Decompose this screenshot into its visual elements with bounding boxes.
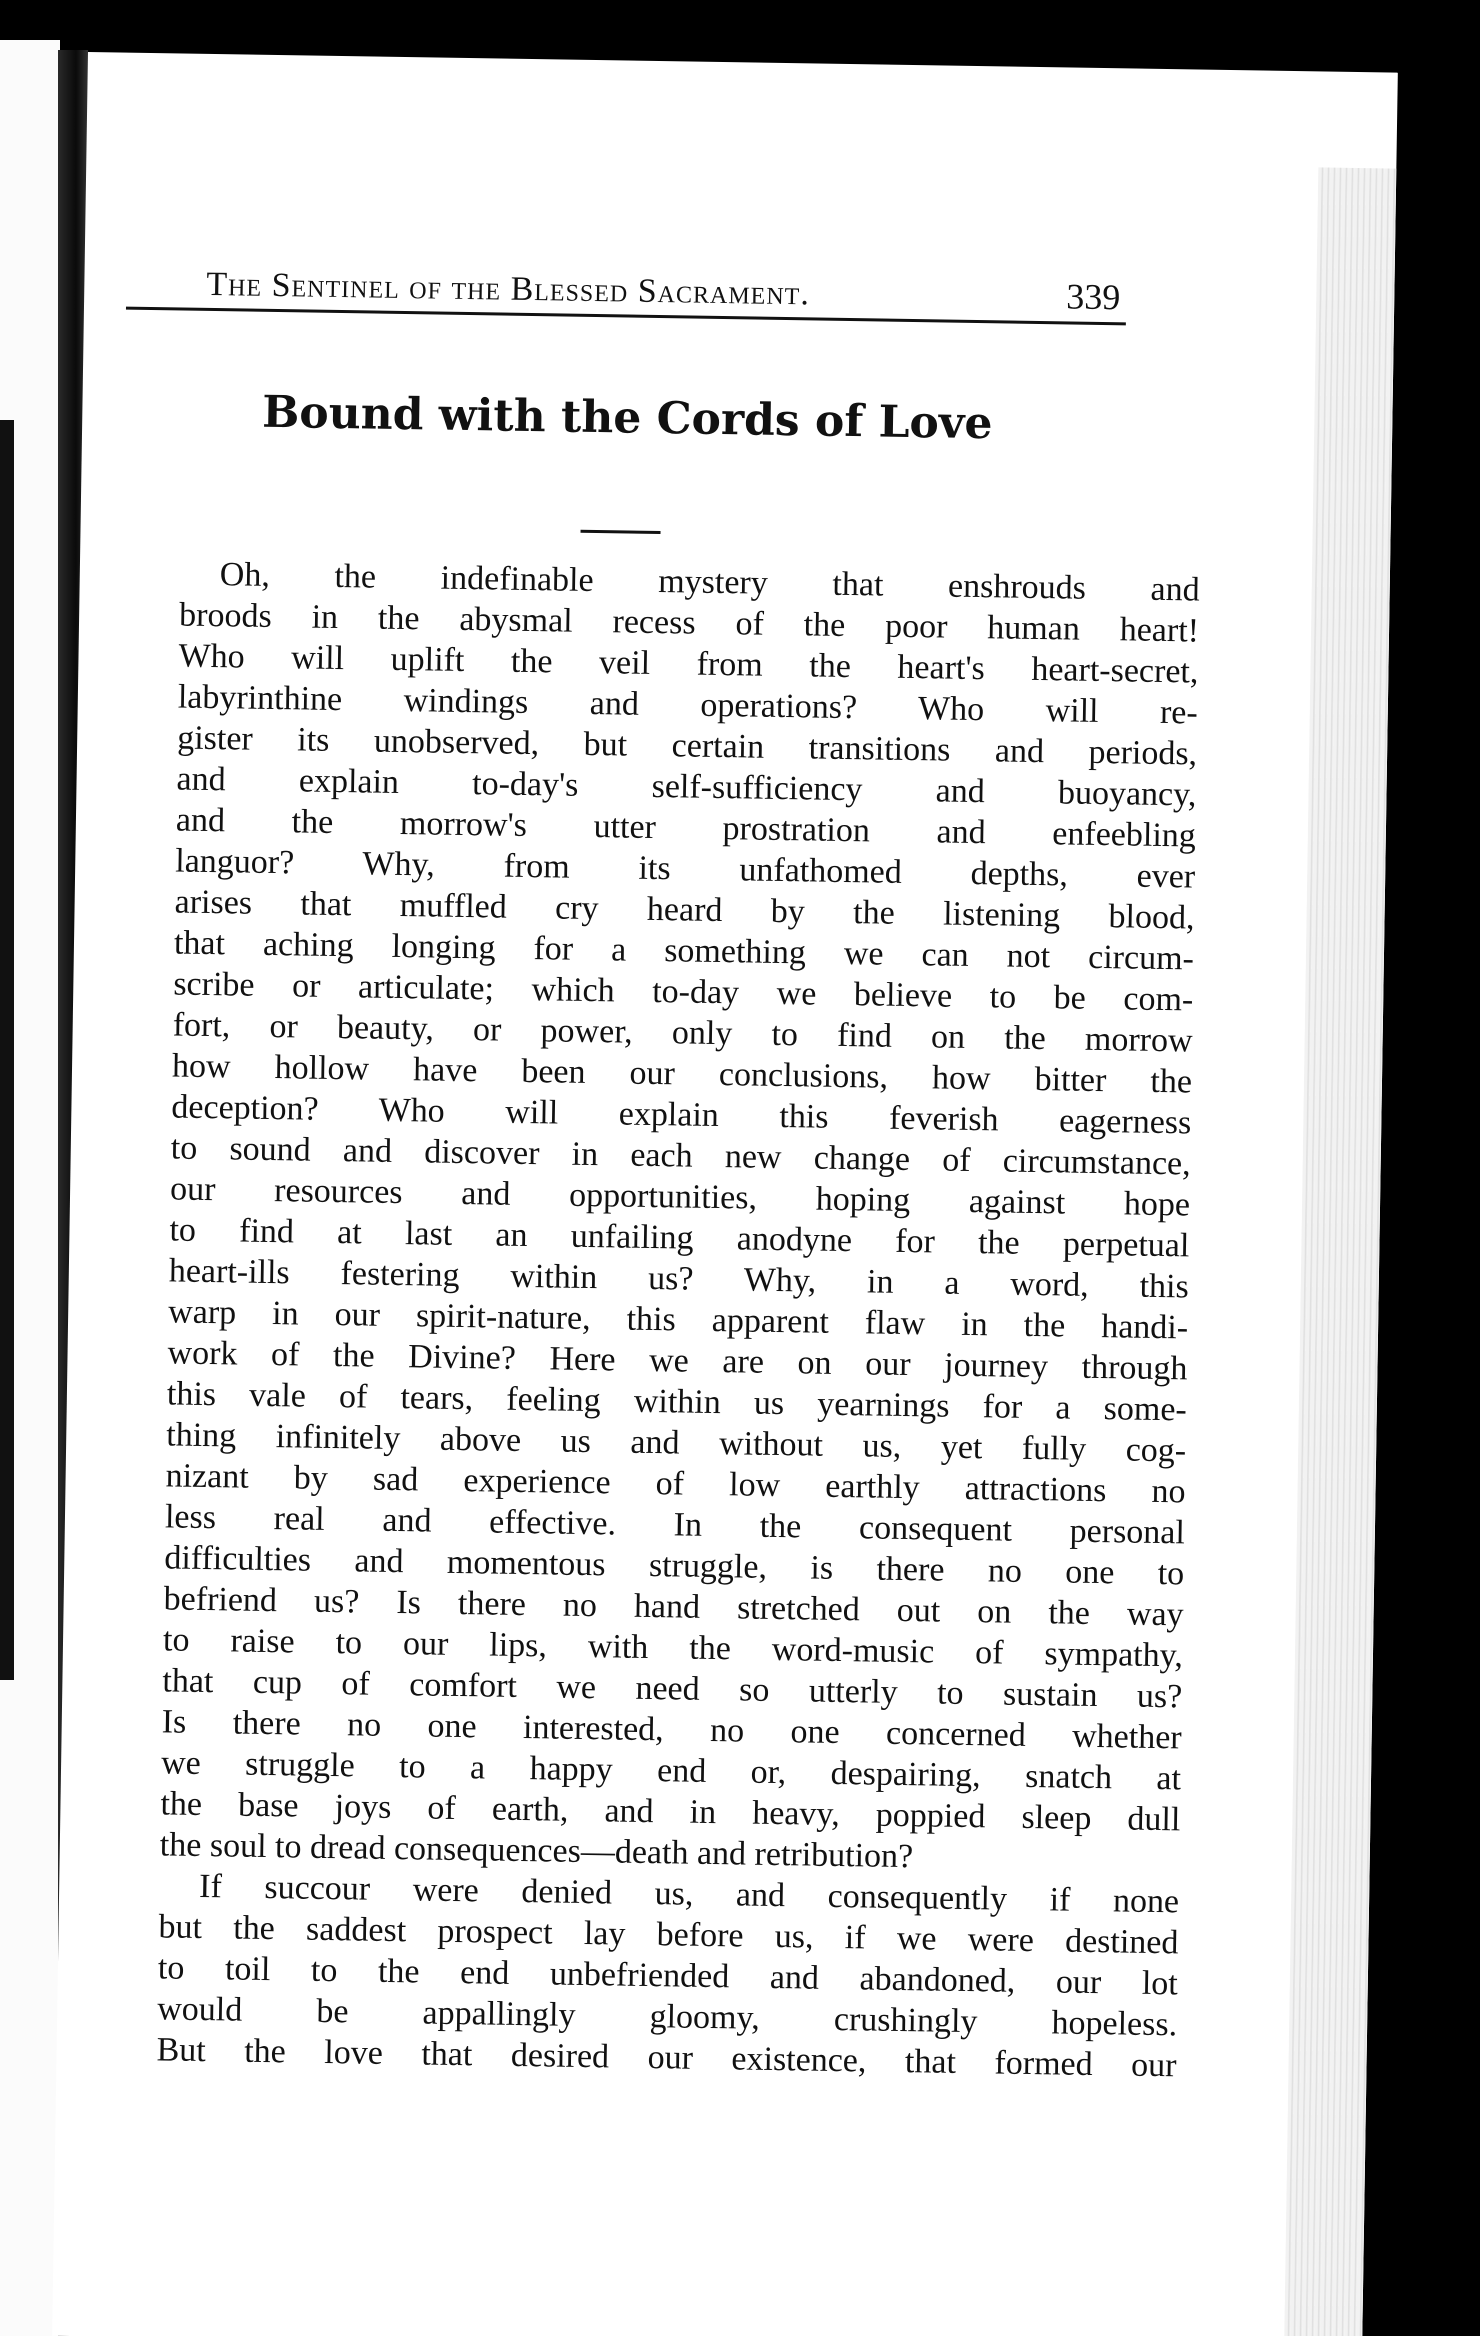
article-title: Bound with the Cords of Love [261,386,993,450]
text-line: arises that muffled cry heard by the listening blood, [174,883,1195,937]
text-line: Oh, the indefinable mystery that enshrouds and [219,556,1200,609]
text-line: nizant by sad experience of low earthly attractions no [165,1457,1186,1511]
text-line: If succour were denied us, and consequently if none [198,1867,1180,1921]
text-line: this vale of tears, feeling within us yearnings for a some- [166,1375,1188,1429]
text-line: to toil to the end unbefriended and abandoned, our lot [157,1949,1179,2003]
text-line: but the saddest prospect lay before us, if we were destined [158,1908,1179,1962]
text-line: that cup of comfort we need so utterly to sustain us? [162,1662,1183,1716]
text-line: languor? Why, from its unfathomed depths, ever [175,842,1196,896]
previous-page-print-edge [0,420,14,1680]
article-body [156,554,1200,2087]
running-head: The Sentinel of the Blessed Sacrament. [206,265,811,313]
text-line: work of the Divine? Here we are on our journey through [167,1334,1188,1388]
book-page [52,52,1398,2336]
text-line: to find at last an unfailing anodyne for the perpetual [169,1211,1190,1265]
text-line: and the morrow's utter prostration and enfeebling [175,801,1197,855]
text-line: broods in the abysmal recess of the poor human heart! [178,596,1200,650]
text-line: But the love that desired our existence, that formed our [156,2031,1177,2085]
text-line: the soul to dread consequences—death and retribution? [159,1826,914,1876]
text-line: warp in our spirit-nature, this apparent flaw in the handi- [167,1293,1189,1347]
text-line: difficulties and momentous struggle, is there no one to [164,1539,1185,1593]
text-line: heart-ills festering within us? Why, in a word, this [168,1252,1190,1306]
text-line: Who will uplift the veil from the heart's heart-secret, [178,637,1199,691]
text-line: how hollow have been our conclusions, how bitter the [171,1047,1193,1101]
page-fore-edge [1283,167,1396,2336]
title-divider [581,530,661,534]
paragraph-2 [156,1865,1179,2086]
text-line: fort, or beauty, or power, only to find on the morrow [172,1006,1193,1060]
text-line: scribe or articulate; which to-day we believe to be com- [173,965,1194,1019]
text-line: that aching longing for a something we can not circum- [173,924,1195,978]
text-line: we struggle to a happy end or, despairing, snatch at [160,1744,1182,1798]
text-line: befriend us? Is there no hand stretched out on the way [163,1580,1184,1634]
text-line: thing infinitely above us and without us, yet fully cog- [165,1416,1187,1470]
text-line: labyrinthine windings and operations? Who will re- [177,678,1199,732]
text-line: less real and effective. In the consequent personal [164,1498,1186,1552]
text-line: deception? Who will explain this feverish eagerness [171,1088,1192,1142]
text-line: would be appallingly gloomy, crushingly hopeless. [156,1990,1178,2044]
text-line: our resources and opportunities, hoping against hope [169,1170,1191,1224]
paragraph-1 [160,554,1200,1882]
previous-page-edge [0,40,60,2336]
page-header [126,243,1127,326]
text-line: to raise to our lips, with the word-music of sympathy, [162,1621,1184,1675]
text-line: to sound and discover in each new change of circumstance, [170,1129,1191,1183]
text-line: and explain to-day's self-sufficiency and buoyancy, [176,760,1197,814]
text-line: gister its unobserved, but certain transitions and periods, [176,719,1198,773]
text-line: Is there no one interested, no one concerned whether [161,1703,1182,1757]
text-line: the base joys of earth, and in heavy, poppied sleep dull [160,1785,1181,1839]
page-number: 339 [1065,276,1121,318]
